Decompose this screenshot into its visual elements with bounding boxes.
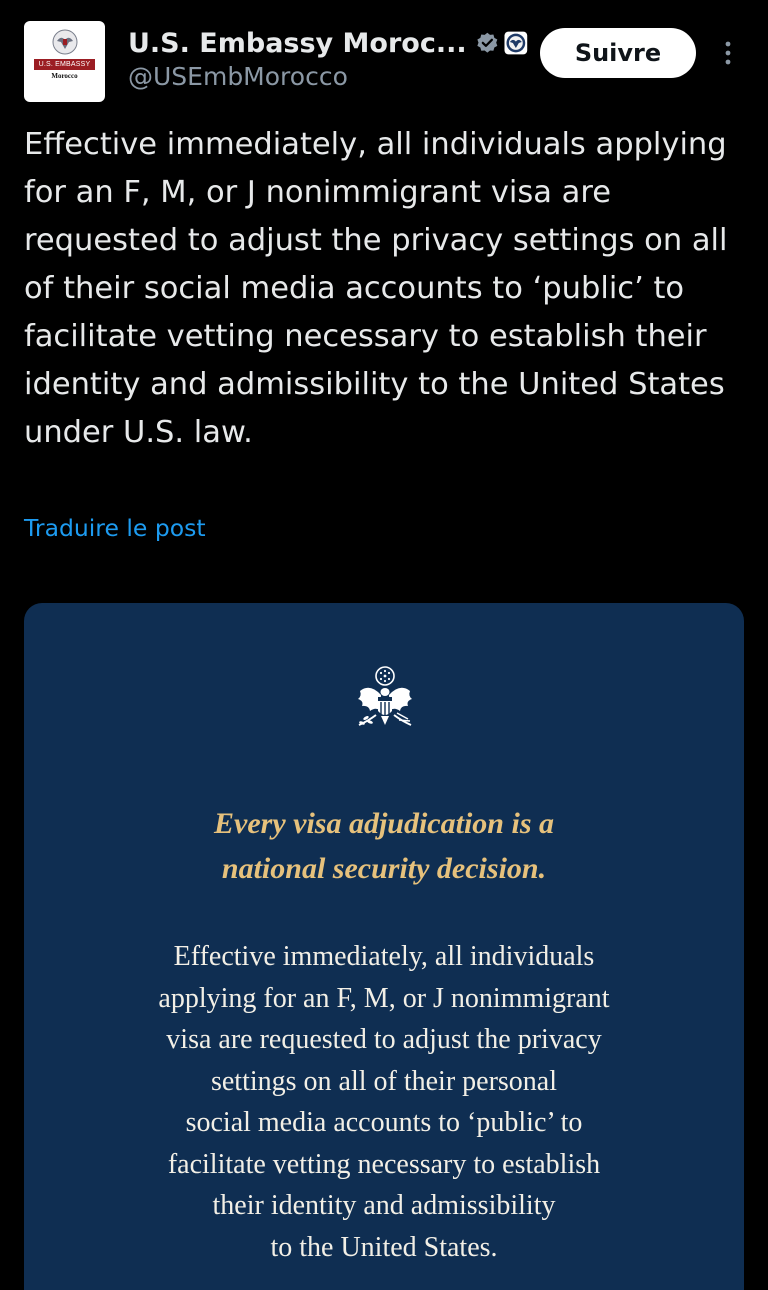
more-vertical-icon[interactable] — [718, 38, 738, 68]
follow-button[interactable]: Suivre — [540, 28, 696, 78]
avatar-band: U.S. EMBASSY — [34, 59, 95, 70]
handle[interactable]: @USEmbMorocco — [128, 62, 348, 91]
verified-badge-icon — [475, 31, 500, 56]
media-body-line: social media accounts to ‘public’ to — [185, 1107, 583, 1138]
media-body-line: visa are requested to adjust the privacy — [166, 1024, 602, 1055]
media-body-text — [94, 936, 674, 1268]
account-names — [128, 24, 528, 91]
post-text: Effective immediately, all individuals applying for an F, M, or J nonimmigrant visa are requested to adjust the privacy settings on all of their social media accounts to ‘public’ to facilitate vetting necessary to establish their identity and admissibility to the United States under U.S. law. — [24, 127, 728, 450]
media-body-line: settings on all of their personal — [210, 1065, 558, 1097]
media-body-line: facilitate vetting necessary to establish — [167, 1148, 601, 1180]
media-body-line: their identity and admissibility — [212, 1190, 556, 1221]
media-body-line: Effective immediately, all individuals — [173, 941, 595, 972]
media-body-line: applying for an F, M, or J nonimmigrant — [158, 982, 610, 1014]
post-header — [0, 0, 768, 110]
name-row — [128, 24, 528, 62]
media-body-line: to the United States. — [270, 1231, 498, 1263]
embassy-seal-icon — [52, 29, 78, 55]
avatar-place: Morocco — [51, 72, 78, 80]
translate-post-link[interactable]: Traduire le post — [24, 514, 206, 542]
post-media-image[interactable] — [24, 603, 744, 1290]
media-heading-line: Every visa adjudication is a — [214, 807, 554, 840]
media-heading — [24, 801, 744, 891]
avatar[interactable] — [24, 21, 105, 102]
display-name[interactable]: U.S. Embassy Moroc... — [128, 27, 467, 59]
media-heading-line: national security decision. — [221, 852, 547, 885]
state-department-seal-icon[interactable] — [504, 31, 528, 55]
great-seal-eagle-icon — [342, 663, 428, 749]
